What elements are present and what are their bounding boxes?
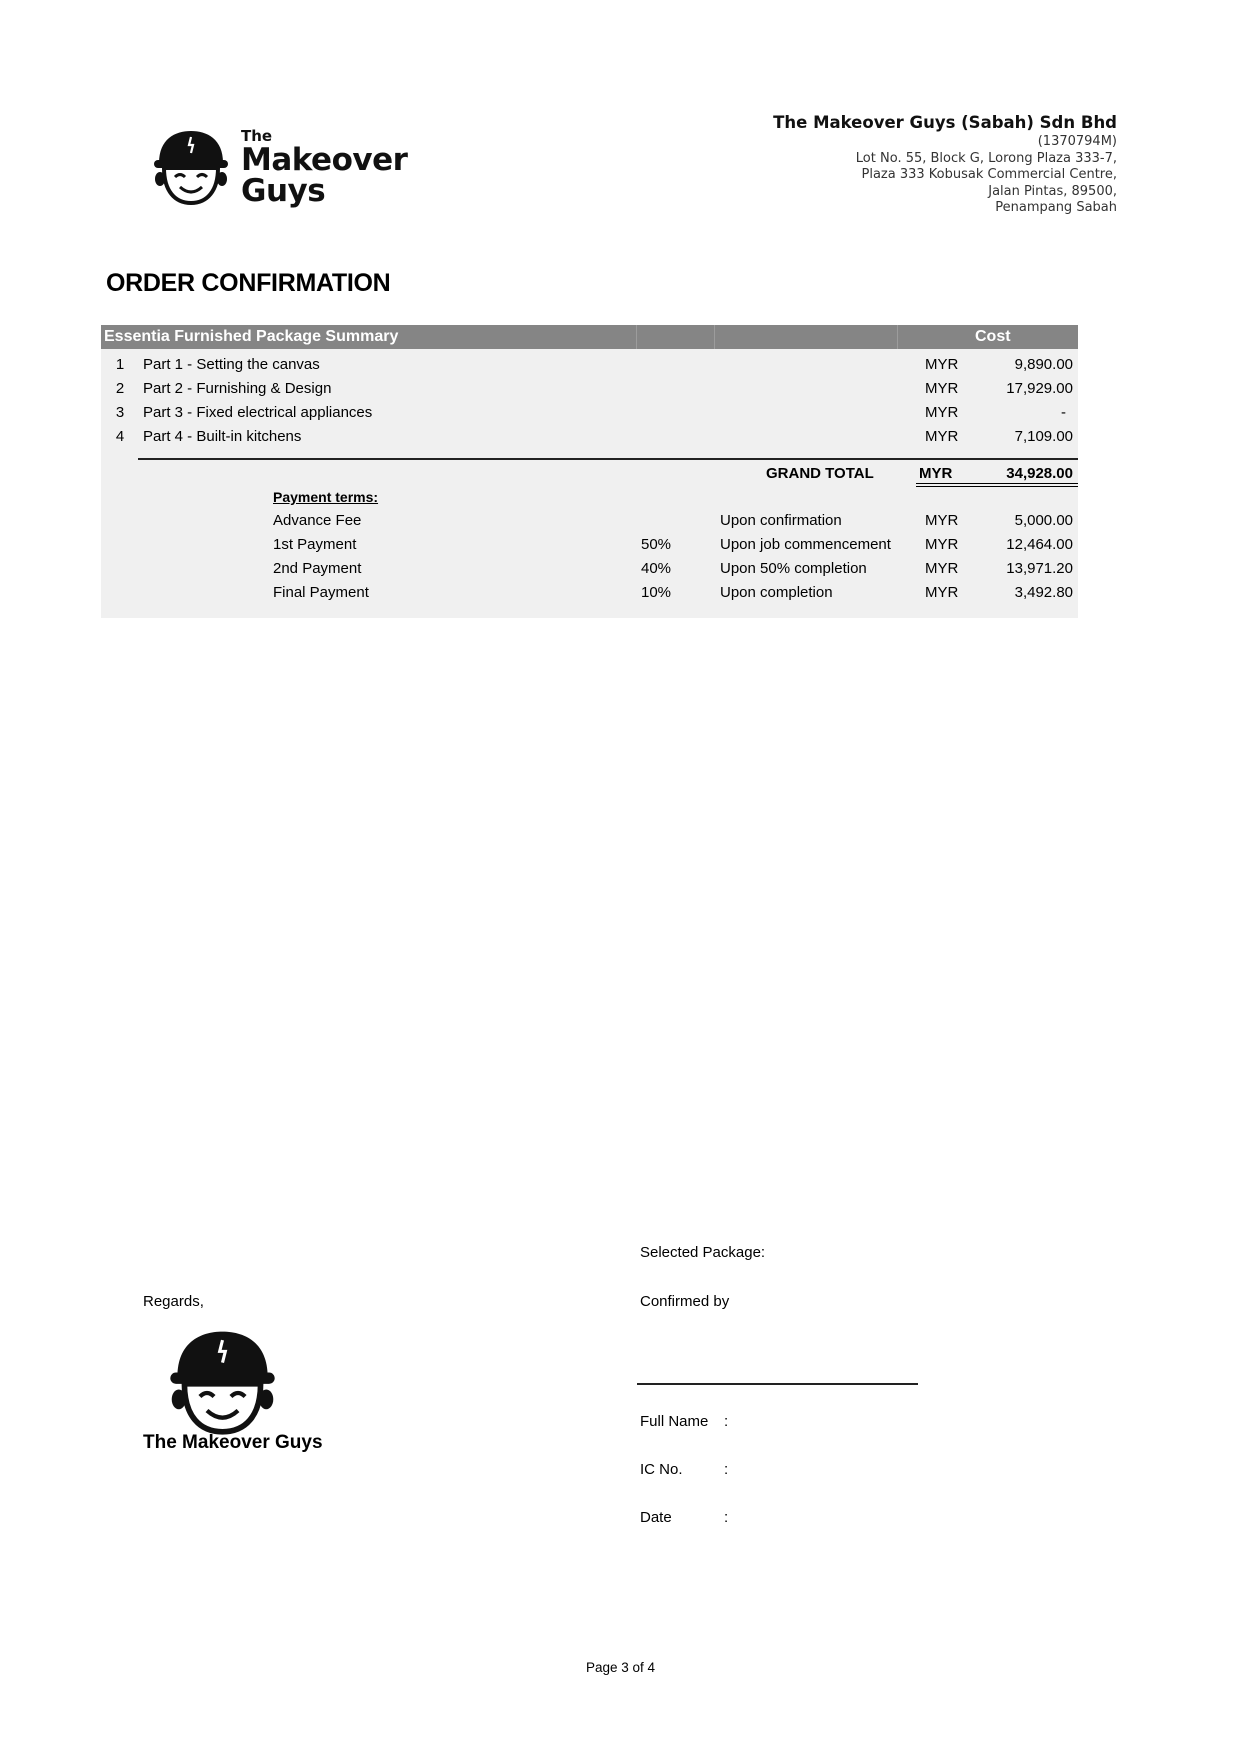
payment-currency: MYR	[925, 584, 959, 601]
company-logo	[151, 125, 431, 210]
item-description: Part 4 - Built-in kitchens	[143, 428, 302, 445]
item-currency: MYR	[925, 380, 959, 397]
signature-mascot	[165, 1326, 280, 1441]
item-number: 1	[115, 356, 125, 373]
ic-number-field	[640, 1461, 729, 1478]
item-number: 4	[115, 428, 125, 445]
address-line: Jalan Pintas, 89500,	[988, 183, 1117, 199]
item-description: Part 1 - Setting the canvas	[143, 356, 320, 373]
payment-row	[101, 557, 1078, 581]
ic-label: IC No.	[640, 1461, 683, 1478]
company-name: The Makeover Guys (Sabah) Sdn Bhd	[773, 113, 1117, 132]
package-summary-table	[101, 325, 1078, 618]
page-title: ORDER CONFIRMATION	[106, 269, 391, 297]
grand-total-currency: MYR	[919, 465, 953, 482]
logo-line-makeover: Makeover	[241, 142, 408, 178]
grand-total-underline	[916, 483, 1078, 484]
summary-heading: Essentia Furnished Package Summary	[104, 328, 399, 345]
payment-percent: 10%	[641, 584, 672, 601]
item-amount: 17,929.00	[1006, 380, 1073, 397]
header-divider	[714, 325, 715, 349]
field-colon: :	[724, 1509, 729, 1526]
cost-heading: Cost	[975, 328, 1011, 345]
address-line: Lot No. 55, Block G, Lorong Plaza 333-7,	[855, 150, 1117, 166]
table-row	[101, 353, 1078, 377]
confirmed-by-label: Confirmed by	[640, 1293, 730, 1310]
logo-wordmark	[241, 129, 407, 207]
payment-amount: 3,492.80	[1014, 584, 1073, 601]
table-row	[101, 401, 1078, 425]
payment-percent: 50%	[641, 536, 672, 553]
selected-package-label: Selected Package:	[640, 1244, 766, 1261]
total-divider	[138, 458, 1078, 460]
field-colon: :	[724, 1461, 729, 1478]
logo-line-the: The	[241, 127, 273, 145]
payment-percent: 40%	[641, 560, 672, 577]
item-description: Part 2 - Furnishing & Design	[143, 380, 332, 397]
grand-total-amount: 34,928.00	[1006, 465, 1073, 482]
address-line: Penampang Sabah	[995, 200, 1117, 215]
full-name-label: Full Name	[640, 1413, 709, 1430]
payment-amount: 12,464.00	[1006, 536, 1073, 553]
item-amount: 7,109.00	[1014, 428, 1073, 445]
mascot-face-icon	[151, 127, 231, 207]
regards-text: Regards,	[143, 1293, 204, 1310]
payment-when: Upon completion	[720, 584, 833, 601]
item-description: Part 3 - Fixed electrical appliances	[143, 404, 373, 421]
payment-label: Final Payment	[273, 584, 369, 601]
date-field	[640, 1509, 729, 1526]
payment-label: 1st Payment	[273, 536, 357, 553]
company-reg-no: (1370794M)	[1037, 134, 1117, 149]
payment-amount: 5,000.00	[1014, 512, 1073, 529]
signer-name: The Makeover Guys	[143, 1432, 323, 1453]
page-number: Page 3 of 4	[585, 1660, 656, 1675]
payment-when: Upon confirmation	[720, 512, 842, 529]
company-address-block	[773, 113, 1117, 217]
item-number: 2	[115, 380, 125, 397]
header-divider	[636, 325, 637, 349]
date-label: Date	[640, 1509, 672, 1526]
payment-currency: MYR	[925, 512, 959, 529]
payment-amount: 13,971.20	[1006, 560, 1073, 577]
item-currency: MYR	[925, 404, 959, 421]
table-row	[101, 377, 1078, 401]
item-amount: 9,890.00	[1014, 356, 1073, 373]
header-divider	[897, 325, 898, 349]
payment-terms-heading-row	[101, 485, 1078, 509]
full-name-field	[640, 1413, 729, 1430]
payment-currency: MYR	[925, 560, 959, 577]
item-currency: MYR	[925, 356, 959, 373]
payment-row	[101, 581, 1078, 605]
item-number: 3	[115, 404, 125, 421]
payment-row	[101, 533, 1078, 557]
payment-label: 2nd Payment	[273, 560, 362, 577]
item-amount: -	[1061, 404, 1066, 421]
logo-line-guys: Guys	[241, 173, 326, 209]
grand-total-label: GRAND TOTAL	[766, 465, 874, 482]
item-currency: MYR	[925, 428, 959, 445]
field-colon: :	[724, 1413, 729, 1430]
table-row	[101, 425, 1078, 449]
payment-label: Advance Fee	[273, 512, 362, 529]
address-line: Plaza 333 Kobusak Commercial Centre,	[861, 167, 1117, 182]
payment-when: Upon job commencement	[720, 536, 891, 553]
summary-header-row	[101, 325, 1078, 349]
payment-terms-heading: Payment terms:	[273, 489, 379, 505]
payment-currency: MYR	[925, 536, 959, 553]
payment-when: Upon 50% completion	[720, 560, 867, 577]
signature-line	[637, 1383, 918, 1385]
payment-row	[101, 509, 1078, 533]
mascot-face-icon	[165, 1326, 280, 1436]
